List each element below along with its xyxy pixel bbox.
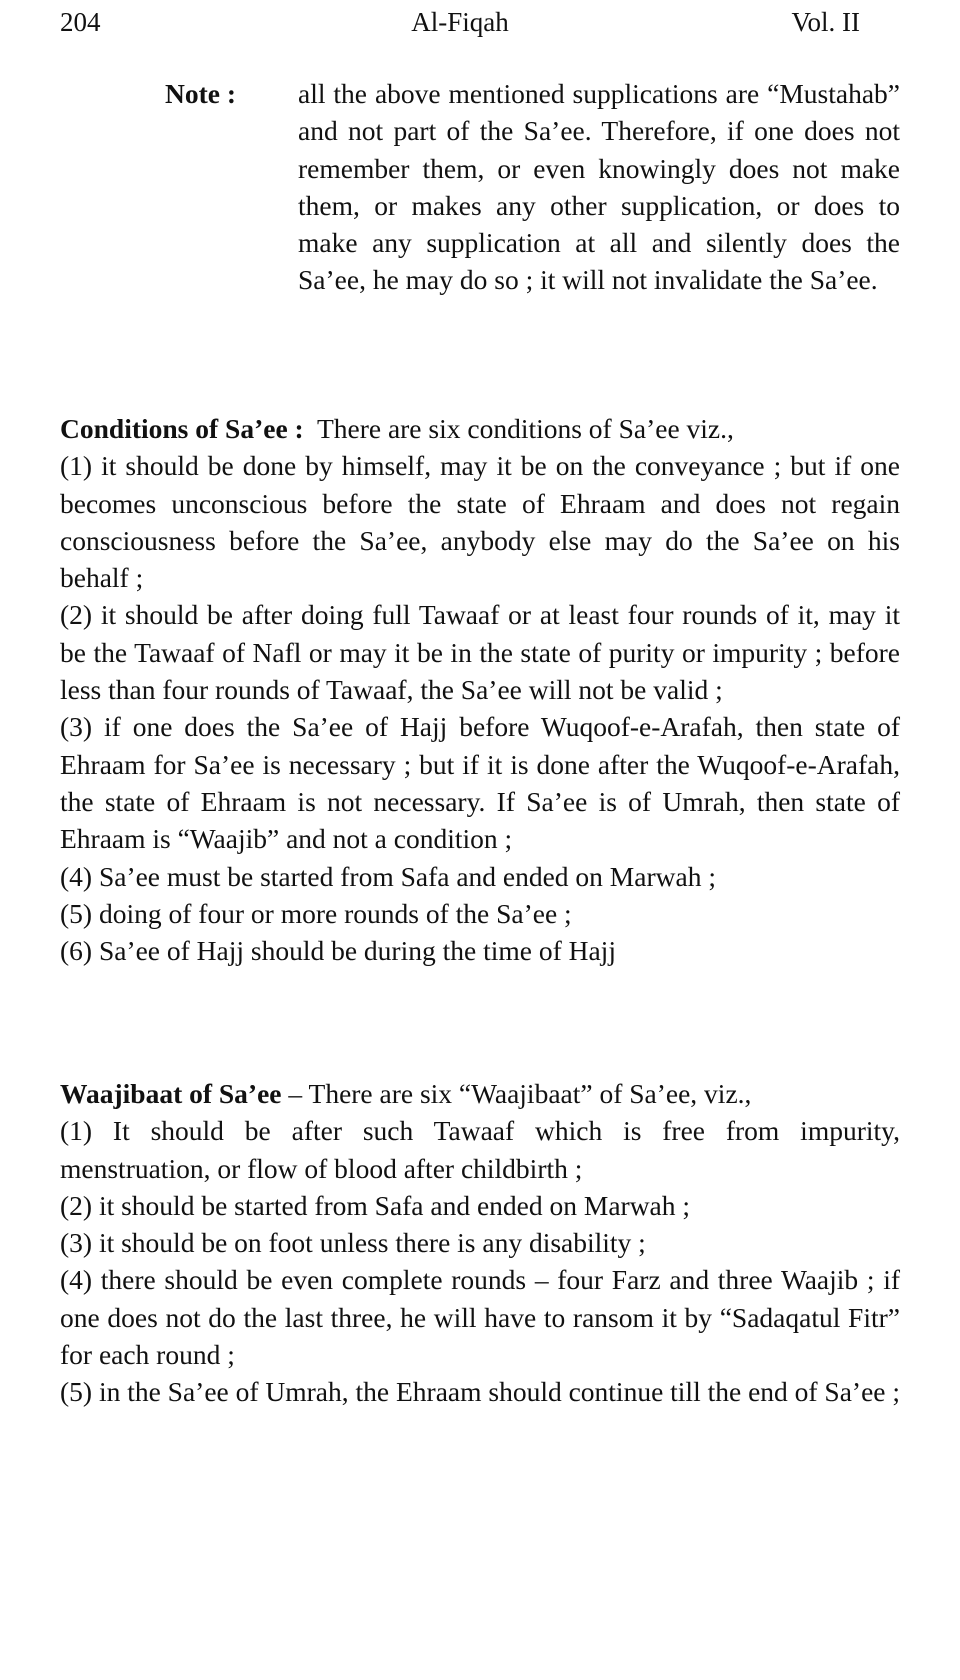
conditions-item: (6) Sa’ee of Hajj should be during the time of Hajj <box>60 935 616 967</box>
conditions-item: (3) if one does the Sa’ee of Hajj before Wuqoof-e-Arafah, then state of Ehraam for Sa’ee is necessary ; but if it is done after the Wuqoof-e-Arafah, the state of Ehraam is not necessary. If Sa’ee is of Umrah, then state of Ehraam is “Waajib” and not a condition ; <box>60 711 900 855</box>
page-number: 204 <box>60 7 101 37</box>
book-title: Al-Fiqah <box>411 7 509 37</box>
waajibaat-heading: Waajibaat of Sa’ee <box>60 1078 282 1109</box>
volume-label: Vol. II <box>791 7 860 37</box>
page-header <box>60 4 860 40</box>
waajibaat-item: (5) in the Sa’ee of Umrah, the Ehraam should continue till the end of Sa’ee ; <box>60 1376 901 1408</box>
conditions-item: (2) it should be after doing full Tawaaf or at least four rounds of it, may it be the Tawaaf of Nafl or may it be in the state of purity or impurity ; before less than four rounds of Tawaaf, the Sa’ee will not be valid ; <box>60 599 900 706</box>
note-block <box>165 75 900 299</box>
waajibaat-item: (2) it should be started from Safa and ended on Marwah ; <box>60 1189 691 1221</box>
waajibaat-item: (3) it should be on foot unless there is any disability ; <box>60 1227 646 1259</box>
conditions-section <box>60 410 900 969</box>
note-label: Note : <box>165 78 237 109</box>
conditions-intro: There are six conditions of Sa’ee viz., <box>316 413 734 444</box>
conditions-heading: Conditions of Sa’ee : <box>60 413 304 444</box>
waajibaat-item: (4) there should be even complete rounds – four Farz and three Waajib ; if one does not do the last three, he will have to ransom it by “Sadaqatul Fitr” for each round ; <box>60 1264 900 1371</box>
conditions-item: (4) Sa’ee must be started from Safa and ended on Marwah ; <box>60 860 716 892</box>
waajibaat-section <box>60 1075 900 1411</box>
waajibaat-item: (1) It should be after such Tawaaf which is free from impurity, menstruation, or flow of blood after childbirth ; <box>60 1115 900 1184</box>
note-text: all the above mentioned supplications are “Mustahab” and not part of the Sa’ee. Therefore, if one does not remember them, or even knowingly does not make them, or makes any other supplication, or does to make any supplication at all and silently does the Sa’ee, he may do so ; it will not invalidate the Sa’ee. <box>298 78 900 296</box>
waajibaat-intro: – There are six “Waajibaat” of Sa’ee, viz., <box>288 1078 752 1109</box>
conditions-intro-paragraph <box>60 410 900 447</box>
waajibaat-intro-paragraph <box>60 1075 900 1112</box>
conditions-item: (5) doing of four or more rounds of the Sa’ee ; <box>60 897 572 929</box>
conditions-item: (1) it should be done by himself, may it be on the conveyance ; but if one becomes unconscious before the state of Ehraam and does not regain consciousness before the Sa’ee, anybody else may do the Sa’ee on his behalf ; <box>60 450 900 594</box>
